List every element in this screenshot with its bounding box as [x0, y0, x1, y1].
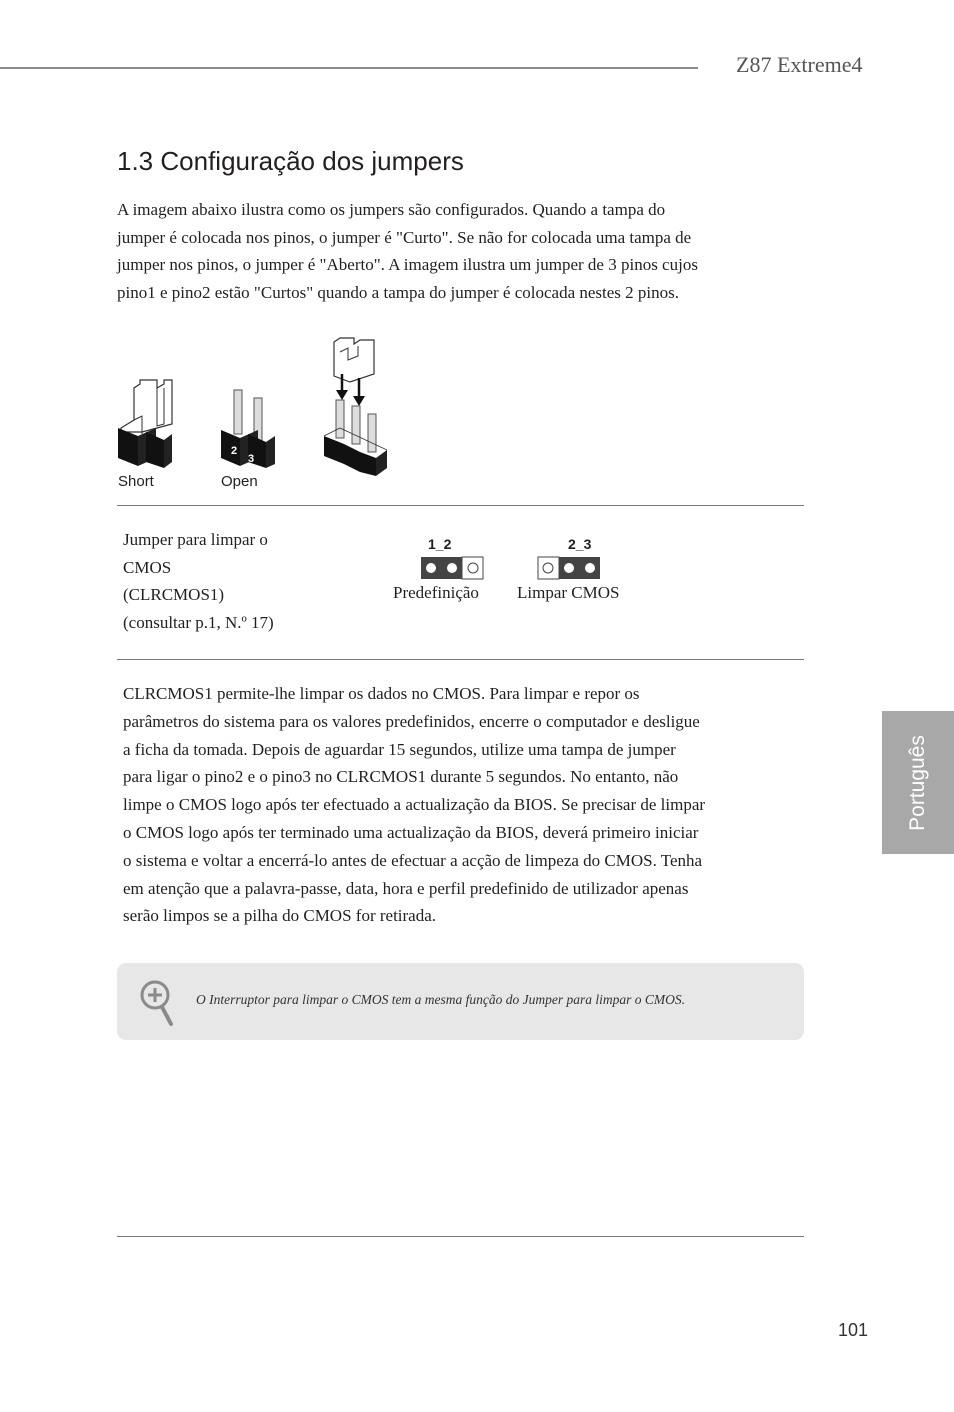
language-tab-label: Português [906, 734, 929, 831]
intro-paragraph [117, 196, 757, 306]
clear-caption: Limpar CMOS [517, 583, 620, 602]
header-rule [0, 67, 698, 69]
body-paragraph [123, 680, 763, 930]
jumper-illustration [112, 330, 402, 492]
default-caption: Predefinição [393, 583, 479, 602]
intro-line: pino1 e pino2 estão "Curtos" quando a tampa do jumper é colocada nestes 2 pinos. [117, 282, 680, 302]
open-label: Open [221, 473, 258, 490]
jumper-label-line: (consultar p.1, N.º 17) [123, 612, 274, 632]
body-line: o CMOS logo após ter terminado uma actualização da BIOS, deverá primeiro iniciar [123, 822, 699, 842]
body-line: em atenção que a palavra-passe, data, hora e perfil predefinido de utilizador apenas [123, 878, 689, 898]
intro-line: jumper é colocada nos pinos, o jumper é "Curto". Se não for colocada uma tampa de [117, 227, 692, 247]
body-line: CLRCMOS1 permite-lhe limpar os dados no CMOS. Para limpar e repor os [123, 684, 640, 703]
body-line: o sistema e voltar a encerrá-lo antes de efectuar a acção de limpeza do CMOS. Tenha [123, 850, 703, 870]
section-title: 1.3 Configuração dos jumpers [117, 146, 464, 176]
clear-pins-label: 2_3 [568, 536, 592, 552]
pin-number-2: 2 [230, 445, 238, 457]
pin-number-1: 1 [214, 438, 222, 450]
intro-line: A imagem abaixo ilustra como os jumpers são configurados. Quando a tampa do [117, 200, 666, 219]
pin-number-3: 3 [247, 453, 255, 465]
body-line: limpe o CMOS logo após ter efectuado a actualização da BIOS. Se precisar de limpar [123, 795, 706, 815]
body-line: serão limpos se a pilha do CMOS for retirada. [123, 906, 437, 926]
jumper-description [123, 526, 343, 636]
page-number: 101 [838, 1320, 869, 1340]
magnifier-plus-icon [138, 978, 178, 1028]
body-line: parâmetros do sistema para os valores predefinidos, encerre o computador e desligue [123, 711, 700, 731]
body-line: para ligar o pino2 e o pino3 no CLRCMOS1 durante 5 segundos. No entanto, não [123, 767, 679, 787]
jumper-label-line: Jumper para limpar o [123, 530, 268, 549]
body-line: a ficha da tomada. Depois de aguardar 15 segundos, utilize uma tampa de jumper [123, 739, 676, 759]
three-pin-jumper-graphic [324, 338, 387, 476]
language-tab [882, 711, 954, 854]
table-top-rule [117, 505, 804, 506]
intro-line: jumper nos pinos, o jumper é "Aberto". A imagem ilustra um jumper de 3 pinos cujos [117, 255, 698, 275]
header-title: Z87 Extreme4 [736, 52, 863, 77]
footer-rule [117, 1236, 804, 1237]
short-jumper-graphic [118, 380, 172, 468]
short-label: Short [118, 473, 154, 490]
default-pin-diagram [420, 556, 484, 580]
jumper-label-line: CMOS [123, 557, 172, 577]
clear-pin-diagram [537, 556, 601, 580]
jumper-label-line: (CLRCMOS1) [123, 585, 225, 605]
note-text: O Interruptor para limpar o CMOS tem a mesma função do Jumper para limpar o CMOS. [196, 992, 685, 1007]
default-pins-label: 1_2 [428, 536, 452, 552]
table-bottom-rule [117, 659, 804, 660]
